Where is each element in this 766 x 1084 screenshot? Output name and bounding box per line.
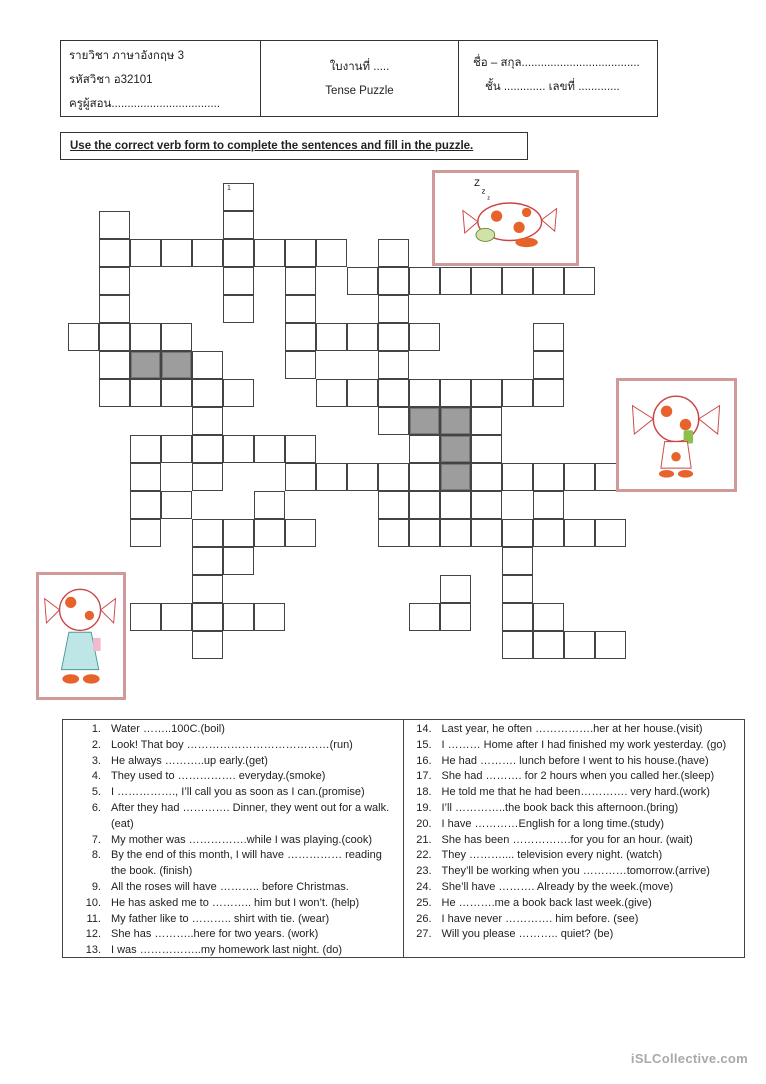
puzzle-cell[interactable] [564, 267, 595, 295]
clue-item [408, 848, 741, 864]
puzzle-cell[interactable] [192, 351, 223, 379]
clue-number: 18. [416, 786, 432, 799]
puzzle-cell[interactable] [471, 267, 502, 295]
clue-number: 24. [416, 880, 432, 893]
puzzle-cell[interactable] [223, 435, 254, 463]
clue-item [408, 769, 741, 785]
puzzle-cell[interactable] [440, 491, 471, 519]
clue-column-14-27 [404, 720, 745, 957]
puzzle-cell[interactable] [378, 379, 409, 407]
puzzle-cell[interactable] [223, 547, 254, 575]
puzzle-cell[interactable] [533, 603, 564, 631]
puzzle-cell[interactable] [533, 463, 564, 491]
puzzle-cell[interactable] [285, 435, 316, 463]
clue-text: She’ll have ………. Already by the week.(move) [441, 880, 674, 893]
puzzle-cell[interactable] [409, 491, 440, 519]
svg-text:Z: Z [474, 178, 480, 189]
puzzle-cell[interactable] [285, 323, 316, 351]
course-code: รหัสวิชา อ32101 [69, 74, 153, 86]
clue-number: 13. [85, 944, 101, 957]
blocked-cell [409, 407, 440, 435]
sheet-number: ใบงานที่ ..... [329, 60, 390, 73]
puzzle-cell[interactable] [378, 491, 409, 519]
clue-text: By the end of this month, I will have …………… reading the book. (finish) [111, 849, 382, 878]
puzzle-cell[interactable] [471, 491, 502, 519]
puzzle-cell[interactable] [223, 379, 254, 407]
puzzle-cell[interactable] [440, 519, 471, 547]
clue-number: 1. [91, 723, 101, 735]
clue-item [408, 738, 741, 754]
clue-text: I was ……………..my homework last night. (do) [111, 944, 343, 957]
puzzle-cell[interactable] [285, 267, 316, 295]
clue-number: 19. [416, 801, 432, 814]
blocked-cell [130, 351, 161, 379]
puzzle-cell[interactable] [99, 239, 130, 267]
puzzle-cell[interactable] [161, 435, 192, 463]
puzzle-cell[interactable] [378, 267, 409, 295]
clue-item [408, 880, 741, 896]
puzzle-cell[interactable] [99, 295, 130, 323]
clue-number: 15. [416, 738, 432, 751]
clue-number-label: 1 [227, 185, 231, 192]
clue-text: I’ll …………..the book back this afternoon.(bring) [441, 801, 679, 814]
puzzle-cell[interactable] [130, 379, 161, 407]
clue-text: She had ………. for 2 hours when you called her.(sleep) [441, 770, 715, 783]
candy-girl-drink-image [36, 572, 126, 700]
sleeping-candy-character-image [432, 170, 579, 266]
svg-text:z: z [481, 186, 486, 196]
clue-item [67, 848, 399, 880]
puzzle-cell[interactable] [409, 435, 440, 463]
clue-number: 14. [416, 723, 432, 735]
puzzle-cell[interactable] [409, 519, 440, 547]
puzzle-cell[interactable] [409, 323, 440, 351]
clue-text: After they had …………. Dinner, they went out for a walk. (eat) [111, 801, 390, 830]
puzzle-cell[interactable] [409, 267, 440, 295]
puzzle-cell[interactable] [99, 323, 130, 351]
clue-item [67, 738, 399, 754]
puzzle-cell[interactable] [440, 603, 471, 631]
clue-item [408, 912, 741, 928]
candy-girl-phone-image [616, 378, 737, 492]
teacher-field: ครูผู้สอน.................................. [69, 98, 221, 110]
clue-text: He always ………..up early.(get) [111, 754, 268, 767]
puzzle-cell[interactable] [316, 463, 347, 491]
puzzle-cell[interactable] [130, 323, 161, 351]
puzzle-cell[interactable] [316, 323, 347, 351]
puzzle-cell[interactable] [161, 239, 192, 267]
clue-number: 22. [416, 849, 432, 862]
puzzle-cell[interactable] [471, 407, 502, 435]
puzzle-cell[interactable] [192, 603, 223, 631]
puzzle-cell[interactable] [347, 267, 378, 295]
puzzle-cell[interactable] [378, 323, 409, 351]
blocked-cell [161, 351, 192, 379]
clue-number: 6. [91, 801, 101, 814]
clue-item [408, 833, 741, 849]
clue-item [408, 801, 741, 817]
puzzle-cell[interactable] [192, 575, 223, 603]
clue-item [408, 754, 741, 770]
clue-column-1-13 [63, 720, 404, 957]
puzzle-cell[interactable] [130, 435, 161, 463]
puzzle-cell[interactable] [285, 239, 316, 267]
clue-item [408, 927, 741, 943]
clue-item [67, 801, 399, 833]
puzzle-cell[interactable] [533, 491, 564, 519]
clue-item [408, 722, 741, 738]
puzzle-cell[interactable] [502, 267, 533, 295]
clue-text: He had ………. lunch before I went to his house.(have) [441, 754, 709, 767]
puzzle-cell[interactable] [223, 211, 254, 239]
clue-number: 12. [85, 928, 101, 941]
puzzle-cell[interactable] [378, 463, 409, 491]
clue-text: I ……… Home after I had finished my work yesterday. (go) [441, 738, 727, 751]
puzzle-cell[interactable] [192, 407, 223, 435]
puzzle-cell[interactable] [471, 463, 502, 491]
clue-item [67, 833, 399, 849]
clue-text: He told me that he had been…………. very hard.(work) [441, 786, 710, 799]
puzzle-cell[interactable] [130, 491, 161, 519]
puzzle-cell[interactable] [223, 519, 254, 547]
puzzle-cell[interactable] [161, 323, 192, 351]
puzzle-cell[interactable] [161, 491, 192, 519]
puzzle-cell[interactable] [254, 239, 285, 267]
blocked-cell [440, 435, 471, 463]
clue-number: 23. [416, 865, 432, 878]
puzzle-cell[interactable] [533, 267, 564, 295]
clue-number: 10. [85, 896, 101, 909]
puzzle-cell[interactable] [533, 631, 564, 659]
clue-text: He ……….me a book back last week.(give) [441, 896, 652, 909]
puzzle-cell[interactable] [471, 379, 502, 407]
clue-number: 11. [86, 912, 101, 925]
clue-text: I have never …………. him before. (see) [441, 912, 639, 925]
puzzle-cell[interactable] [285, 463, 316, 491]
puzzle-cell[interactable] [285, 295, 316, 323]
puzzle-cell[interactable] [502, 631, 533, 659]
puzzle-cell[interactable] [254, 491, 285, 519]
clue-item [408, 817, 741, 833]
puzzle-cell[interactable] [378, 351, 409, 379]
puzzle-cell[interactable] [130, 603, 161, 631]
puzzle-cell[interactable] [192, 463, 223, 491]
puzzle-cell[interactable] [192, 519, 223, 547]
puzzle-cell[interactable] [502, 379, 533, 407]
puzzle-cell[interactable] [564, 631, 595, 659]
puzzle-cell[interactable] [502, 603, 533, 631]
clue-text: Last year, he often …………….her at her house.(visit) [441, 723, 703, 735]
clue-item [67, 722, 399, 738]
puzzle-cell[interactable] [192, 379, 223, 407]
puzzle-cell[interactable] [99, 379, 130, 407]
clue-number: 2. [91, 738, 101, 751]
puzzle-cell[interactable] [99, 211, 130, 239]
clue-text: Look! That boy …………………………………(run) [111, 738, 353, 751]
puzzle-cell[interactable] [347, 323, 378, 351]
clue-text: I have …………English for a long time.(study) [441, 817, 665, 830]
clue-text: They ……….... television every night. (watch) [441, 849, 663, 862]
clue-item [67, 927, 399, 943]
clue-text: Will you please ……….. quiet? (be) [441, 928, 614, 941]
subject-label: รายวิชา ภาษาอังกฤษ 3 [69, 50, 184, 62]
svg-text:z: z [487, 195, 491, 202]
puzzle-cell[interactable] [502, 463, 533, 491]
clue-text: All the roses will have ……….. before Christmas. [111, 880, 349, 893]
clue-number: 16. [416, 754, 432, 767]
puzzle-cell[interactable] [378, 295, 409, 323]
clue-number: 20. [416, 817, 432, 830]
clue-item [67, 943, 399, 959]
clue-number: 8. [91, 849, 101, 862]
watermark: iSLCollective.com [630, 1051, 748, 1066]
clue-number: 4. [91, 770, 101, 783]
clue-item [67, 896, 399, 912]
puzzle-cell[interactable] [533, 519, 564, 547]
puzzle-cell[interactable] [161, 379, 192, 407]
puzzle-cell[interactable] [502, 575, 533, 603]
clue-text: Water ……..100C.(boil) [111, 723, 225, 735]
clue-text: She has ………..here for two years. (work) [111, 928, 319, 941]
clue-number: 7. [91, 833, 101, 846]
puzzle-cell[interactable] [254, 435, 285, 463]
puzzle-cell[interactable] [564, 519, 595, 547]
puzzle-cell[interactable] [223, 267, 254, 295]
clue-number: 25. [416, 896, 432, 909]
instructions: Use the correct verb form to complete the sentences and fill in the puzzle. [60, 132, 528, 160]
puzzle-cell[interactable] [285, 519, 316, 547]
puzzle-cell[interactable] [378, 519, 409, 547]
puzzle-cell[interactable] [161, 603, 192, 631]
clue-text: She has been …………….for you for an hour. (wait) [441, 833, 693, 846]
puzzle-cell[interactable] [130, 463, 161, 491]
clue-list [62, 719, 745, 958]
puzzle-cell[interactable] [68, 323, 99, 351]
blocked-cell [440, 463, 471, 491]
puzzle-cell[interactable] [471, 435, 502, 463]
puzzle-cell[interactable] [440, 379, 471, 407]
clue-number: 27. [416, 928, 432, 941]
puzzle-cell[interactable] [99, 267, 130, 295]
puzzle-cell[interactable] [471, 519, 502, 547]
puzzle-cell[interactable] [347, 379, 378, 407]
clue-item [67, 769, 399, 785]
clue-text: They used to ……………. everyday.(smoke) [111, 770, 326, 783]
clue-number: 9. [91, 880, 101, 893]
puzzle-cell[interactable] [316, 239, 347, 267]
puzzle-cell[interactable] [223, 183, 254, 211]
clue-text: My mother was …………….while I was playing.(cook) [111, 833, 373, 846]
puzzle-cell[interactable] [378, 407, 409, 435]
puzzle-cell[interactable] [533, 351, 564, 379]
puzzle-cell[interactable] [223, 239, 254, 267]
clue-text: He has asked me to ……….. him but I won’t. (help) [111, 896, 360, 909]
clue-text: My father like to ……….. shirt with tie. (wear) [111, 912, 330, 925]
puzzle-cell[interactable] [192, 239, 223, 267]
puzzle-cell[interactable] [502, 519, 533, 547]
puzzle-cell[interactable] [192, 547, 223, 575]
puzzle-cell[interactable] [347, 463, 378, 491]
puzzle-cell[interactable] [285, 351, 316, 379]
puzzle-cell[interactable] [192, 631, 223, 659]
clue-item [67, 880, 399, 896]
class-number-field: ชั้น ............. เลขที่ ............. [485, 81, 620, 93]
puzzle-cell[interactable] [533, 323, 564, 351]
puzzle-cell[interactable] [533, 379, 564, 407]
puzzle-cell[interactable] [409, 603, 440, 631]
clue-number: 17. [416, 770, 432, 783]
clue-item [408, 785, 741, 801]
puzzle-cell[interactable] [440, 267, 471, 295]
puzzle-cell[interactable] [316, 379, 347, 407]
puzzle-cell[interactable] [254, 603, 285, 631]
puzzle-cell[interactable] [595, 631, 626, 659]
clue-number: 21. [416, 833, 432, 846]
puzzle-cell[interactable] [595, 519, 626, 547]
clue-number: 5. [91, 786, 101, 799]
clue-number: 26. [416, 912, 432, 925]
puzzle-cell[interactable] [130, 239, 161, 267]
puzzle-cell[interactable] [378, 239, 409, 267]
clue-text: I ……………., I’ll call you as soon as I can.(promise) [111, 786, 365, 799]
puzzle-cell[interactable] [99, 351, 130, 379]
clue-item [408, 864, 741, 880]
worksheet-title: Tense Puzzle [325, 84, 394, 97]
puzzle-cell[interactable] [223, 603, 254, 631]
clue-item [67, 912, 399, 928]
blocked-cell [440, 407, 471, 435]
puzzle-cell[interactable] [223, 295, 254, 323]
clue-item [67, 754, 399, 770]
puzzle-cell[interactable] [502, 547, 533, 575]
clue-text: They’ll be working when you …………tomorrow.(arrive) [441, 865, 710, 878]
puzzle-cell[interactable] [409, 463, 440, 491]
clue-number: 3. [91, 754, 101, 767]
puzzle-cell[interactable] [409, 379, 440, 407]
clue-item [408, 896, 741, 912]
puzzle-cell[interactable] [254, 519, 285, 547]
puzzle-cell[interactable] [192, 435, 223, 463]
puzzle-cell[interactable] [130, 519, 161, 547]
name-field: ชื่อ – สกุล..................................... [473, 57, 640, 69]
clue-item [67, 785, 399, 801]
puzzle-cell[interactable] [440, 575, 471, 603]
puzzle-cell[interactable] [564, 463, 595, 491]
